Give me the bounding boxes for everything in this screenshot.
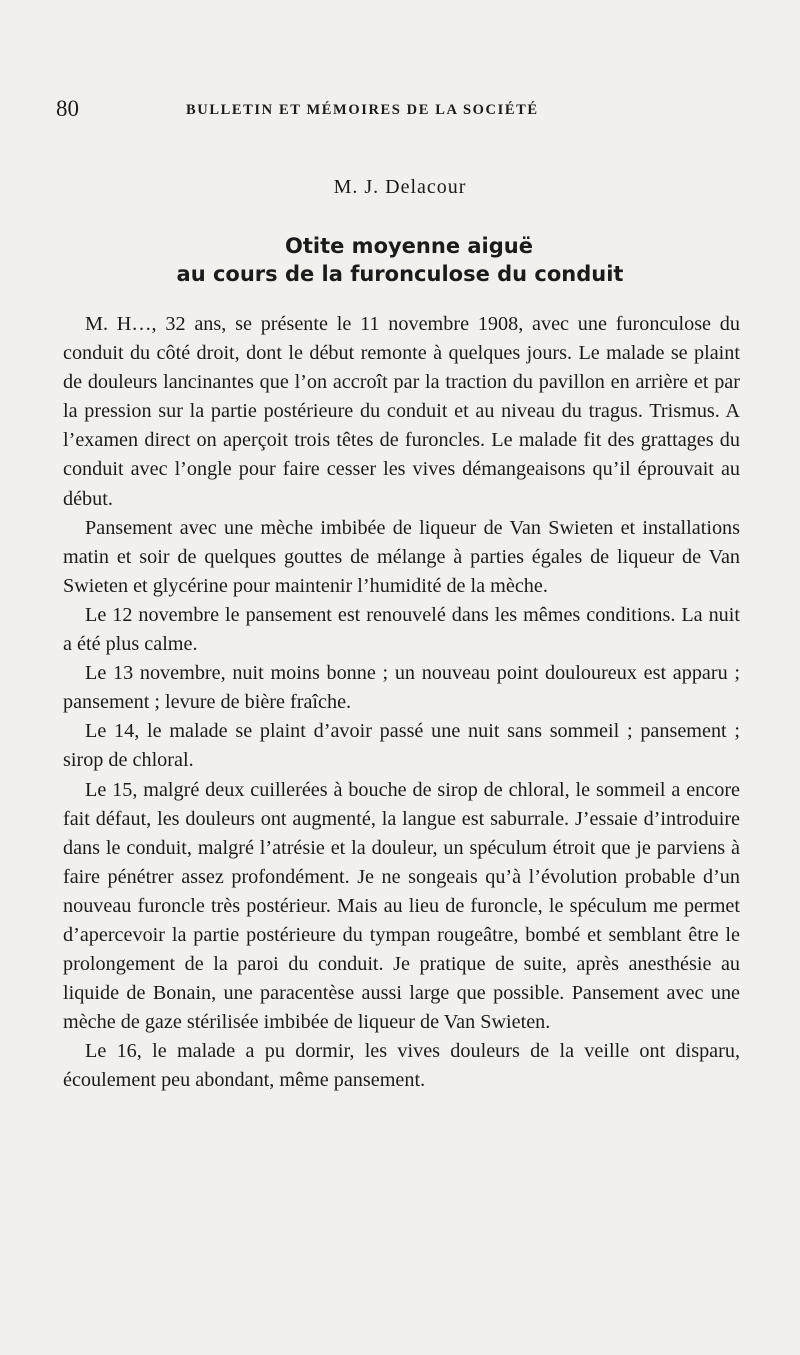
paragraph: Pansement avec une mèche imbibée de liqueur de Van Swieten et installations matin et soir de quelques gouttes de mélange à parties égales de liqueur de Van Swieten et glycérine pour maintenir l’humidité de la mèche. [63,516,740,597]
paragraph: Le 14, le malade se plaint d’avoir passé une nuit sans sommeil ; pansement ; sirop de chloral. [63,720,740,772]
page-number: 80 [56,96,79,121]
paragraph: Le 16, le malade a pu dormir, les vives douleurs de la veille ont disparu, écoulement peu abondant, même pansement. [63,1040,740,1092]
paragraph: M. H…, 32 ans, se présente le 11 novembre 1908, avec une furonculose du conduit du côté droit, dont le début remonte à quelques jours. Le malade se plaint de douleurs lancinantes que l’on accroît par la traction du pavillon en arrière et par la pression sur la partie postérieure du conduit et au niveau du tragus. Trismus. A l’examen direct on aperçoit trois têtes de furoncles. Le malade fit des grattages du conduit avec l’ongle pour faire cesser les vives démangeaisons qu’il éprouvait au début. [63,313,740,510]
paragraph: Le 12 novembre le pansement est renouvelé dans les mêmes conditions. La nuit a été plus calme. [63,603,740,656]
article-body [63,310,740,1096]
article-title-line-1: Otite moyenne aiguë [285,234,533,258]
journal-title: BULLETIN ET MÉMOIRES DE LA SOCIÉTÉ [186,102,539,118]
paragraph: Le 15, malgré deux cuillerées à bouche de sirop de chloral, le sommeil a encore fait défaut, les douleurs ont augmenté, la langue est saburrale. J’essaie d’introduire dans le conduit, malgré l’atrésie et la douleur, un spéculum étroit que je parviens à faire pénétrer assez profondément. Je ne songeais qu’à l’évolution probable d’un nouveau furoncle très postérieur. Mais au lieu de furoncle, le spéculum me permet d’apercevoir la partie postérieure du tympan rougeâtre, bombé et semblant être le prolongement de la paroi du conduit. Je pratique de suite, après anesthésie au liquide de Bonain, une paracentèse aussi large que possible. Pansement avec une mèche de gaze stérilisée imbibée de liqueur de Van Swieten. [63,778,740,1034]
author-name: M. J. Delacour [333,176,467,198]
running-head [0,96,800,126]
paragraph: Le 13 novembre, nuit moins bonne ; un nouveau point douloureux est apparu ; pansement ; levure de bière fraîche. [63,662,740,714]
article-title-line-2: au cours de la furonculose du conduit [176,262,624,286]
